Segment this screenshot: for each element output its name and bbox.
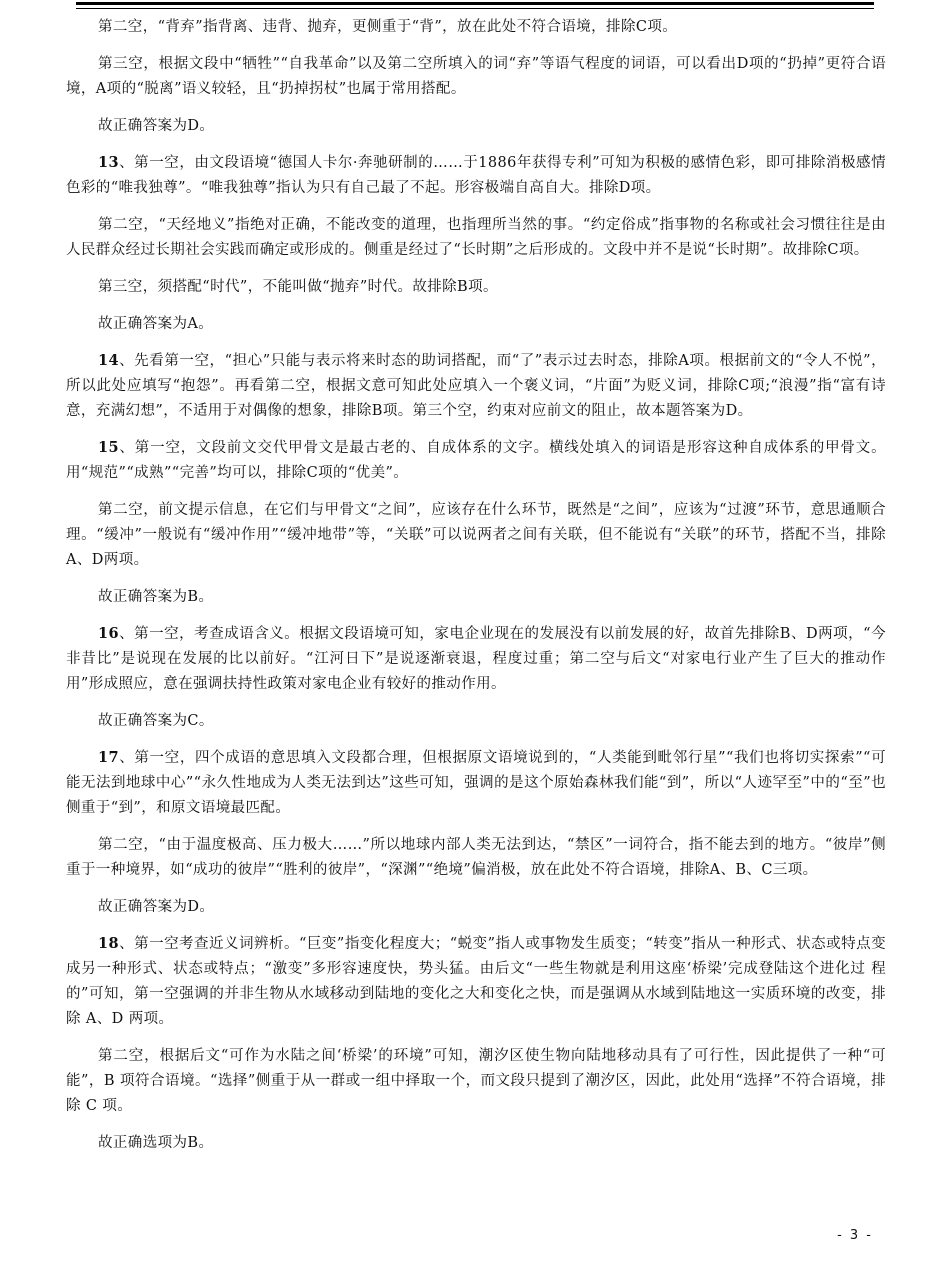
paragraph-text: 、第一空，文段前文交代甲骨文是最古老的、自成体系的文字。横线处填入的词语是形容这种自成体系的甲骨文。用“规范”“成熟”“完善”均可以，排除C项的“优美”。 xyxy=(66,440,886,481)
paragraph xyxy=(66,435,886,486)
paragraph xyxy=(66,14,886,40)
paragraph xyxy=(66,150,886,201)
answer-text: 故正确答案为D。 xyxy=(98,118,215,134)
question-number: 13 xyxy=(98,154,119,171)
answer-text: 故正确选项为B。 xyxy=(98,1135,214,1151)
question-number: 14 xyxy=(98,352,119,369)
paragraph-text: 第二空，根据后文“可作为水陆之间‘桥梁’的环境”可知，潮汐区使生物向陆地移动具有了可行性，因此提供了一种“可能”，B 项符合语境。“选择”侧重于从一群或一组中择取一个，而文段只提到了潮汐区，因此，此处用“选择”不符合语境，排除 C 项。 xyxy=(66,1048,886,1114)
answer-text: 故正确答案为B。 xyxy=(98,589,214,605)
paragraph xyxy=(66,745,886,821)
answer-text: 故正确答案为A。 xyxy=(98,316,214,332)
paragraph-text: 、第一空，考查成语含义。根据文段语境可知，家电企业现在的发展没有以前发展的好，故首先排除B、D两项，“今非昔比”是说现在发展的比以前好。“江河日下”是说逐渐衰退，程度过重；第二空与后文“对家电行业产生了巨大的推动作用”形成照应，意在强调扶持性政策对家电企业有较好的推动作用。 xyxy=(66,626,886,692)
paragraph-text: 第二空，“背弃”指背离、违背、抛弃，更侧重于“背”，放在此处不符合语境，排除C项。 xyxy=(98,19,678,35)
question-number: 18 xyxy=(98,935,119,952)
paragraph xyxy=(66,497,886,573)
paragraph-text: 、第一空，由文段语境“德国人卡尔·奔驰研制的……于1886年获得专利”可知为积极的感情色彩，即可排除消极感情色彩的“唯我独尊”。“唯我独尊”指认为只有自己最了不起。形容极端自高自大。排除D项。 xyxy=(66,155,886,196)
paragraph xyxy=(66,621,886,697)
paragraph-text: 第二空，“由于温度极高、压力极大……”所以地球内部人类无法到达，“禁区”一词符合，指不能去到的地方。“彼岸”侧重于一种境界，如“成功的彼岸”“胜利的彼岸”，“深渊”“绝境”偏消极，放在此处不符合语境，排除A、B、C三项。 xyxy=(66,837,886,878)
paragraph-text: 第三空，须搭配“时代”，不能叫做“抛弃”时代。故排除B项。 xyxy=(98,279,498,295)
paragraph xyxy=(66,1043,886,1119)
header-rule-thick xyxy=(76,2,874,5)
paragraph xyxy=(66,113,886,139)
paragraph xyxy=(66,212,886,263)
paragraph-text: 、第一空考查近义词辨析。“巨变”指变化程度大；“蜕变”指人或事物发生质变；“转变”指从一种形式、状态或特点变成另一种形式、状态或特点；“激变”多形容速度快，势头猛。由后文“一些生物就是利用这座‘桥梁’完成登陆这个进化过 程的”可知，第一空强调的并非生物从水域移动到陆地的变化之大和变化之快，而是强调从水域到陆地这一实质环境的改变，排除 A、D 两项。 xyxy=(66,936,886,1027)
paragraph-text: 第三空，根据文段中“牺牲”“自我革命”以及第二空所填入的词“弃”等语气程度的词语，可以看出D项的“扔掉”更符合语境，A项的“脱离”语义较轻，且“扔掉拐杖”也属于常用搭配。 xyxy=(66,56,886,97)
paragraph-text: 第二空，“天经地义”指绝对正确，不能改变的道理，也指理所当然的事。“约定俗成”指事物的名称或社会习惯往往是由人民群众经过长期社会实践而确定或形成的。侧重是经过了“长时期”之后形成的。文段中并不是说“长时期”。故排除C项。 xyxy=(66,217,886,258)
paragraph-text: 第二空，前文提示信息，在它们与甲骨文“之间”，应该存在什么环节，既然是“之间”，应该为“过渡”环节，意思通顺合理。“缓冲”一般说有“缓冲作用”“缓冲地带”等，“关联”可以说两者之间有关联，但不能说有“关联”的环节，搭配不当，排除A、D两项。 xyxy=(66,502,886,568)
paragraph xyxy=(66,348,886,424)
question-number: 17 xyxy=(98,749,119,766)
paragraph-text: 、第一空，四个成语的意思填入文段都合理，但根据原文语境说到的，“人类能到毗邻行星”“我们也将切实探索”“可能无法到地球中心”“永久性地成为人类无法到达”这些可知，强调的是这个原始森林我们能“到”，所以“人迹罕至”中的“至”也侧重于“到”，和原文语境最匹配。 xyxy=(66,750,886,816)
paragraph xyxy=(66,894,886,920)
paragraph xyxy=(66,274,886,300)
header-rule-thin xyxy=(76,8,874,9)
question-number: 15 xyxy=(98,439,119,456)
paragraph xyxy=(66,931,886,1032)
paragraph-text: 、先看第一空，“担心”只能与表示将来时态的助词搭配，而“了”表示过去时态，排除A项。根据前文的“令人不悦”，所以此处应填写“抱怨”。再看第二空，根据文意可知此处应填入一个褒义词，“片面”为贬义词，排除C项;“浪漫”指“富有诗意，充满幻想”，不适用于对偶像的想象，排除B项。第三个空，约束对应前文的阻止，故本题答案为D。 xyxy=(66,353,886,419)
answer-explanations xyxy=(66,14,886,1167)
paragraph xyxy=(66,1130,886,1156)
question-number: 16 xyxy=(98,625,119,642)
paragraph xyxy=(66,51,886,102)
answer-text: 故正确答案为D。 xyxy=(98,899,215,915)
paragraph xyxy=(66,832,886,883)
answer-text: 故正确答案为C。 xyxy=(98,713,214,729)
paragraph xyxy=(66,311,886,337)
page-number: - 3 - xyxy=(837,1228,873,1243)
paragraph xyxy=(66,584,886,610)
paragraph xyxy=(66,708,886,734)
